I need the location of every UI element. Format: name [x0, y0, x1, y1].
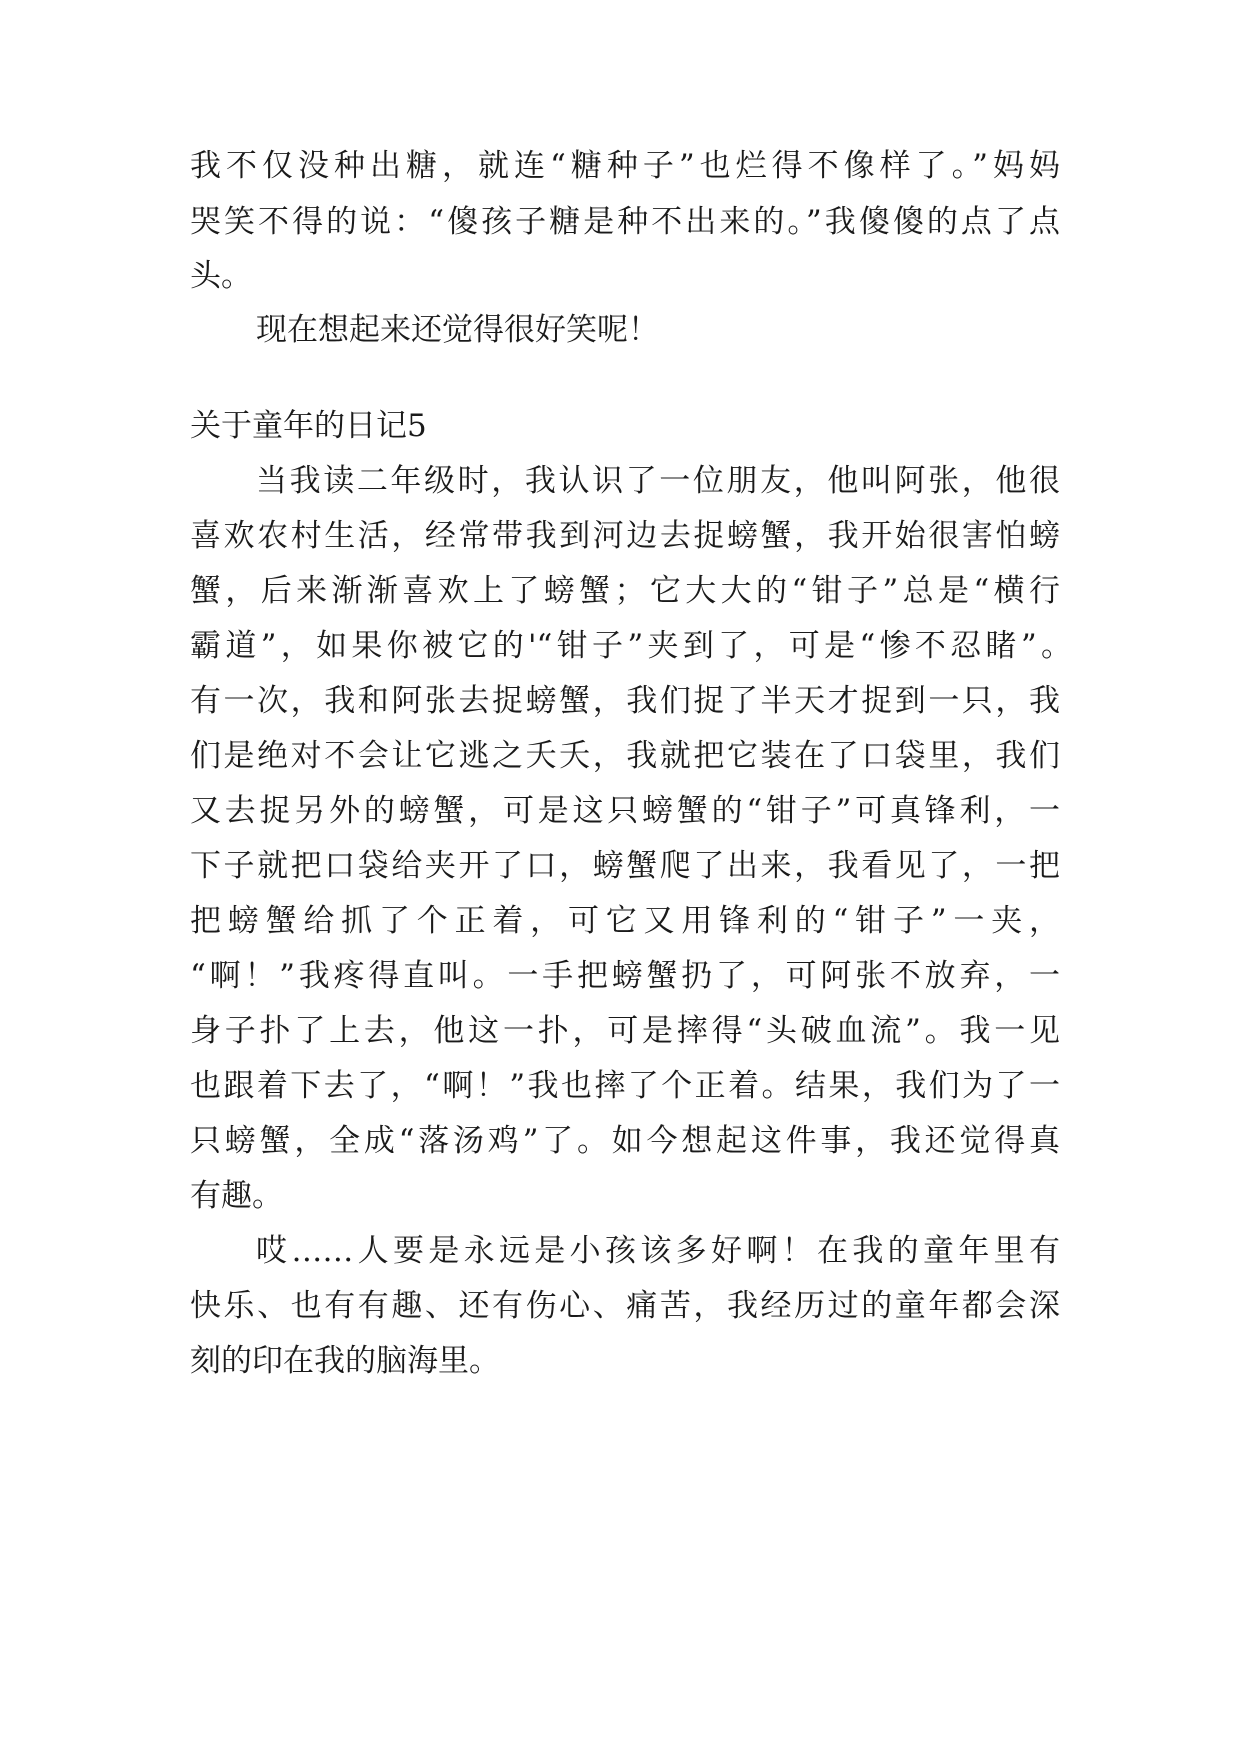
paragraph-line: 蟹，后来渐渐喜欢上了螃蟹；它大大的“钳子”总是“横行: [190, 573, 1060, 609]
paragraph-line: 头。: [190, 258, 252, 294]
paragraph-line: 只螃蟹，全成“落汤鸡”了。如今想起这件事，我还觉得真: [190, 1123, 1060, 1159]
paragraph-line: 有趣。: [190, 1178, 283, 1214]
paragraph-line: 又去捉另外的螃蟹，可是这只螃蟹的“钳子”可真锋利，一: [190, 793, 1060, 829]
paragraph-line: 下子就把口袋给夹开了口，螃蟹爬了出来，我看见了，一把: [190, 848, 1060, 884]
paragraph-line: “啊！”我疼得直叫。一手把螃蟹扔了，可阿张不放弃，一: [190, 958, 1060, 994]
paragraph-line: 我不仅没种出糖，就连“糖种子”也烂得不像样了。”妈妈: [190, 148, 1060, 184]
paragraph-line: 霸道”，如果你被它的'“钳子”夹到了，可是“惨不忍睹”。: [190, 628, 1072, 664]
closing-remark: 现在想起来还觉得很好笑呢！: [256, 312, 659, 348]
paragraph-line: 哭笑不得的说：“傻孩子糖是种不出来的。”我傻傻的点了点: [190, 204, 1060, 240]
paragraph-line: 有一次，我和阿张去捉螃蟹，我们捉了半天才捉到一只，我: [190, 683, 1060, 719]
paragraph-line: 们是绝对不会让它逃之夭夭，我就把它装在了口袋里，我们: [190, 738, 1060, 774]
paragraph-line: 身子扑了上去，他这一扑，可是摔得“头破血流”。我一见: [190, 1013, 1060, 1049]
paragraph-line: 快乐、也有有趣、还有伤心、痛苦，我经历过的童年都会深: [190, 1288, 1060, 1324]
paragraph-line: 刻的印在我的脑海里。: [190, 1343, 500, 1379]
paragraph-line: 也跟着下去了，“啊！”我也摔了个正着。结果，我们为了一: [190, 1068, 1060, 1104]
section-heading: 关于童年的日记5: [190, 408, 427, 444]
paragraph-line: 哎……人要是永远是小孩该多好啊！在我的童年里有: [256, 1233, 1060, 1269]
paragraph-line: 把螃蟹给抓了个正着，可它又用锋利的“钳子”一夹，: [190, 903, 1060, 939]
paragraph-line: 喜欢农村生活，经常带我到河边去捉螃蟹，我开始很害怕螃: [190, 518, 1060, 554]
paragraph-line: 当我读二年级时，我认识了一位朋友，他叫阿张，他很: [256, 463, 1060, 499]
